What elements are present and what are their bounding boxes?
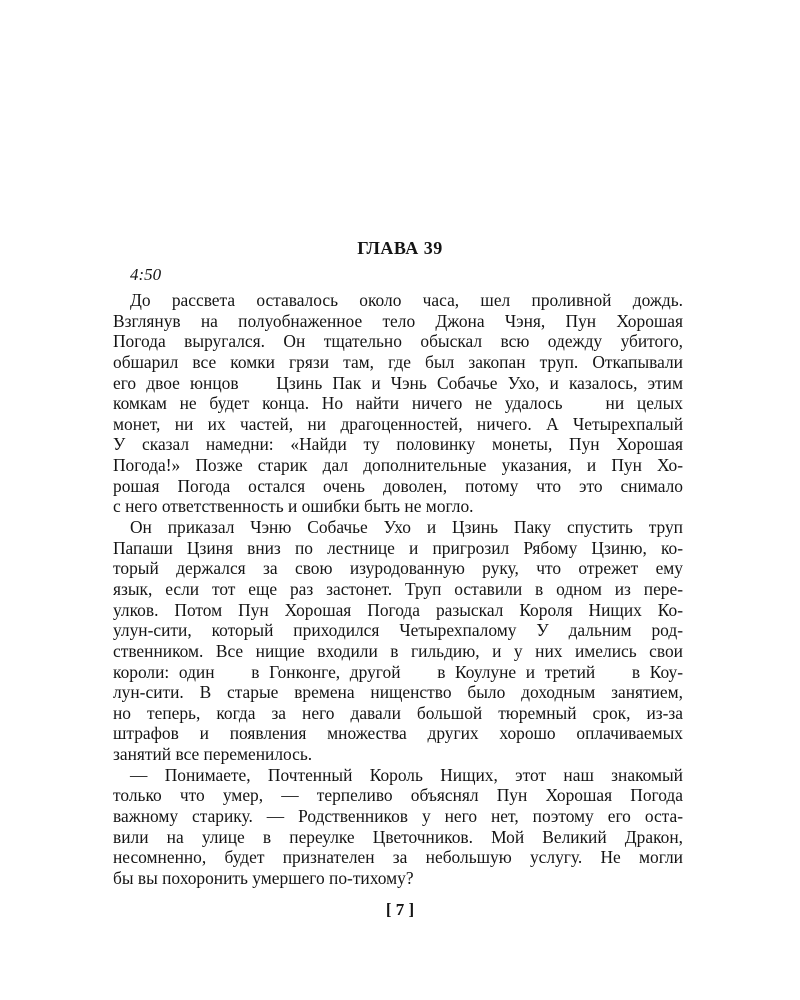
text-line: рошая Погода остался очень доволен, потому что это снимало <box>113 475 683 496</box>
body-text <box>113 290 683 889</box>
text-line: Погода!» Позже старик дал дополнительные указания, и Пун Хо- <box>113 455 683 476</box>
text-line: монет, ни их частей, ни драгоценностей, ничего. А Четырехпалый <box>113 413 683 434</box>
text-line: но теперь, когда за него давали большой тюремный срок, из-за <box>113 702 683 723</box>
text-line: У сказал намедни: «Найди ту половинку монеты, Пун Хорошая <box>113 434 683 455</box>
text-line: торый держался за свою изуродованную руку, что отрежет ему <box>113 558 683 579</box>
text-line: занятий все переменилось. <box>113 744 313 765</box>
text-line: До рассвета оставалось около часа, шел проливной дождь. <box>130 290 683 310</box>
text-line: комкам не будет конца. Но найти ничего не удалось ни целых <box>113 393 683 414</box>
page-number: [ 7 ] <box>385 900 415 919</box>
text-line: Он приказал Чэню Собачье Ухо и Цзинь Паку спустить труп <box>130 517 683 538</box>
text-line: Погода выругался. Он тщательно обыскал всю одежду убитого, <box>113 331 683 352</box>
text-line: Взглянув на полуобнаженное тело Джона Чэня, Пун Хорошая <box>113 310 683 331</box>
text-line: улков. Потом Пун Хорошая Погода разыскал Короля Нищих Ко- <box>113 599 683 620</box>
text-line: с него ответственность и ошибки быть не могло. <box>113 496 474 517</box>
text-line: несомненно, будет признателен за небольшую услугу. Не могли <box>113 847 683 868</box>
text-line: Папаши Цзиня вниз по лестнице и пригрозил Рябому Цзиню, ко- <box>113 537 683 558</box>
text-line: улун-сити, который приходился Четырехпалому У дальним род- <box>113 620 683 641</box>
text-line: важному старику. — Родственников у него нет, поэтому его оста- <box>113 806 683 827</box>
text-line: короли: один в Гонконге, другой в Коулуне и третий в Коу- <box>113 661 683 682</box>
text-line: бы вы похоронить умершего по-тихому? <box>113 867 414 888</box>
text-line: обшарил все комки грязи там, где был закопан труп. Откапывали <box>113 351 683 372</box>
text-line: вили на улице в переулке Цветочников. Мой Великий Дракон, <box>113 826 683 847</box>
text-line: язык, если тот еще раз застонет. Труп оставили в одном из пере- <box>113 578 683 599</box>
text-line: его двое юнцов Цзинь Пак и Чэнь Собачье Ухо, и казалось, этим <box>113 372 683 393</box>
time-mark: 4:50 <box>130 265 162 284</box>
text-line: ственником. Все нищие входили в гильдию, и у них имелись свои <box>113 640 683 661</box>
text-line: только что умер, — терпеливо объяснял Пун Хорошая Погода <box>113 785 683 806</box>
text-line: лун-сити. В старые времена нищенство было доходным занятием, <box>113 682 683 703</box>
chapter-title: ГЛАВА 39 <box>357 238 443 258</box>
text-line: — Понимаете, Почтенный Король Нищих, этот наш знакомый <box>130 764 683 785</box>
text-line: штрафов и появления множества других хорошо оплачиваемых <box>113 723 683 744</box>
